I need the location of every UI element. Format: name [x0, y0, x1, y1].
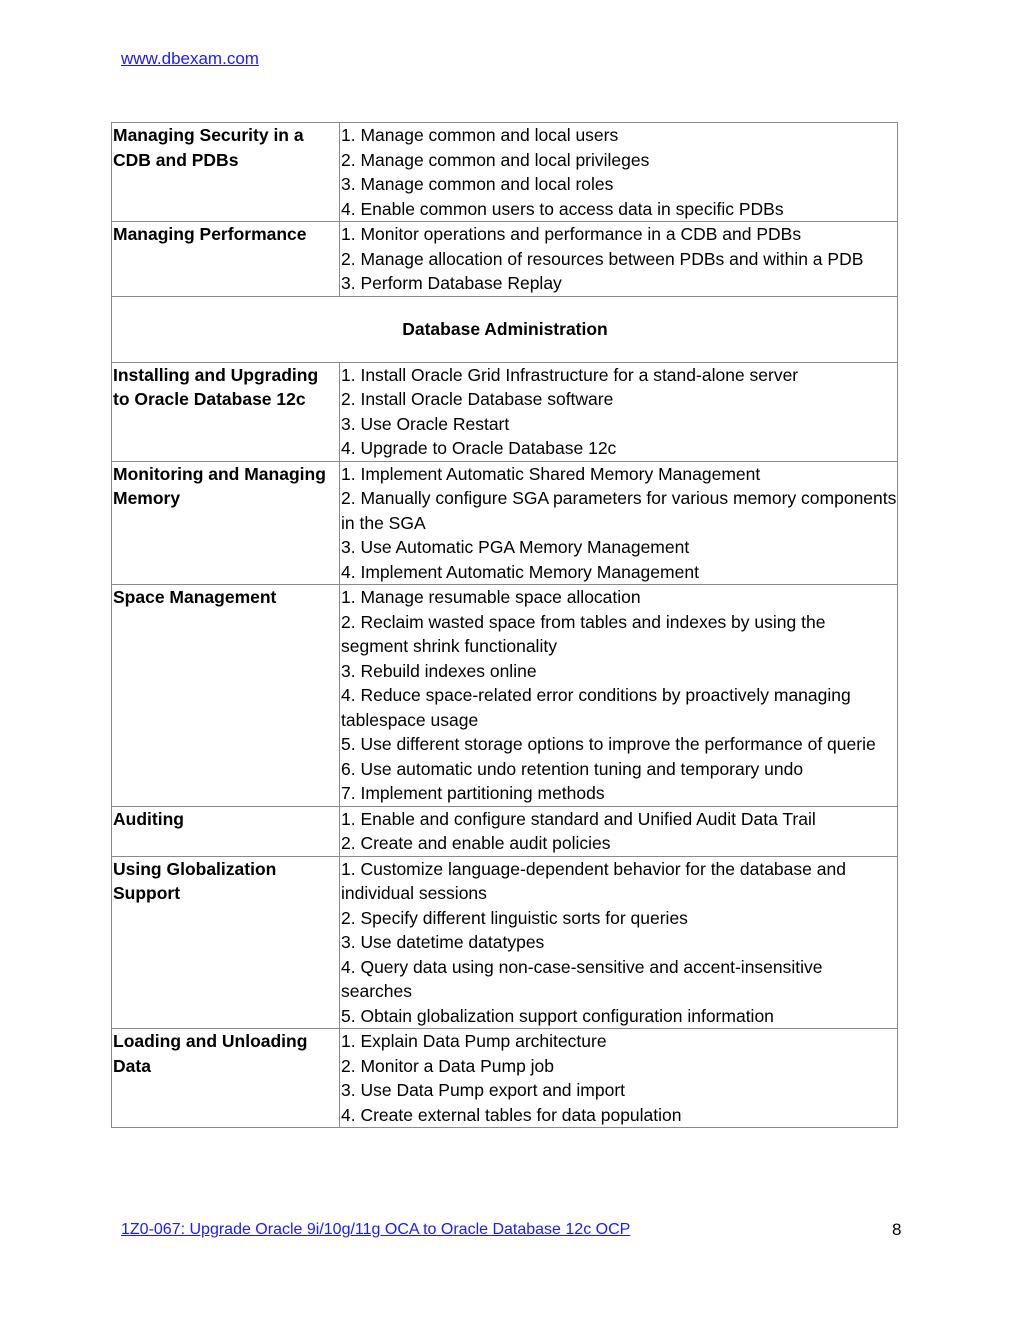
objective-item: 6. Use automatic undo retention tuning and temporary undo [341, 758, 804, 779]
objective-item: 4. Query data using non-case-sensitive and accent-insensitive searches [341, 956, 823, 1001]
objective-item: 4. Create external tables for data population [341, 1104, 682, 1125]
objective-item: 1. Monitor operations and performance in a CDB and PDBs [341, 224, 802, 244]
objective-item: 2. Install Oracle Database software [341, 389, 614, 409]
objectives-cell [340, 222, 898, 297]
syllabus-table [111, 122, 898, 1128]
objective-item: 1. Explain Data Pump architecture [341, 1031, 607, 1051]
section-title: Database Administration [112, 296, 898, 362]
objective-item: 4. Enable common users to access data in specific PDBs [341, 198, 784, 219]
objectives-cell [340, 585, 898, 807]
objective-item: 2. Manually configure SGA parameters for various memory components in the SGA [341, 488, 897, 533]
objective-item: 4. Reduce space-related error conditions by proactively managing tablespace usage [341, 685, 851, 730]
objective-item: 7. Implement partitioning methods [341, 783, 605, 803]
objective-item: 3. Use Automatic PGA Memory Management [341, 537, 690, 557]
objective-item: 1. Implement Automatic Shared Memory Management [341, 463, 761, 484]
objectives-cell [340, 362, 898, 461]
topic-cell: Managing Security in a CDB and PDBs [112, 123, 340, 222]
objective-item: 1. Install Oracle Grid Infrastructure for a stand-alone server [341, 364, 799, 385]
objectives-cell [340, 1029, 898, 1128]
objective-item: 3. Use datetime datatypes [341, 932, 545, 952]
objective-item: 2. Manage common and local privileges [341, 149, 650, 170]
topic-cell: Using Globalization Support [112, 856, 340, 1029]
topic-cell: Auditing [112, 806, 340, 856]
table-row [112, 123, 898, 222]
table-row [112, 222, 898, 297]
topic-cell: Monitoring and Managing Memory [112, 461, 340, 585]
objective-item: 1. Manage common and local users [341, 125, 619, 145]
topic-cell: Installing and Upgrading to Oracle Database 12c [112, 362, 340, 461]
objective-item: 1. Enable and configure standard and Unified Audit Data Trail [341, 808, 816, 829]
footer-exam-link[interactable]: 1Z0-067: Upgrade Oracle 9i/10g/11g OCA to Oracle Database 12c OCP [121, 1221, 631, 1238]
objective-item: 2. Create and enable audit policies [341, 833, 611, 853]
objectives-cell [340, 806, 898, 856]
objective-item: 4. Implement Automatic Memory Management [341, 561, 699, 582]
objective-item: 1. Manage resumable space allocation [341, 587, 641, 607]
objective-item: 5. Use different storage options to improve the performance of querie [341, 734, 876, 754]
table-row [112, 1029, 898, 1128]
table-row [112, 585, 898, 807]
objective-item: 2. Reclaim wasted space from tables and indexes by using the segment shrink functionality [341, 611, 826, 656]
objectives-cell [340, 856, 898, 1029]
objective-item: 3. Rebuild indexes online [341, 660, 537, 681]
table-row [112, 461, 898, 585]
topic-cell: Managing Performance [112, 222, 340, 297]
topic-cell: Space Management [112, 585, 340, 807]
section-header-row [112, 296, 898, 362]
objectives-cell [340, 123, 898, 222]
objective-item: 3. Use Data Pump export and import [341, 1080, 626, 1100]
header-site-link[interactable]: www.dbexam.com [121, 49, 259, 68]
objective-item: 2. Specify different linguistic sorts for queries [341, 907, 688, 928]
table-row [112, 806, 898, 856]
objective-item: 3. Use Oracle Restart [341, 413, 510, 434]
objective-item: 2. Monitor a Data Pump job [341, 1055, 555, 1076]
objective-item: 3. Perform Database Replay [341, 273, 562, 293]
objective-item: 1. Customize language-dependent behavior for the database and individual sessions [341, 858, 846, 903]
objective-item: 4. Upgrade to Oracle Database 12c [341, 438, 617, 458]
objective-item: 5. Obtain globalization support configuration information [341, 1005, 774, 1026]
syllabus-body [112, 123, 898, 1128]
page-number: 8 [892, 1220, 902, 1239]
objective-item: 3. Manage common and local roles [341, 174, 614, 194]
objectives-cell [340, 461, 898, 585]
table-row [112, 362, 898, 461]
objective-item: 2. Manage allocation of resources between PDBs and within a PDB [341, 248, 864, 269]
topic-cell: Loading and Unloading Data [112, 1029, 340, 1128]
table-row [112, 856, 898, 1029]
